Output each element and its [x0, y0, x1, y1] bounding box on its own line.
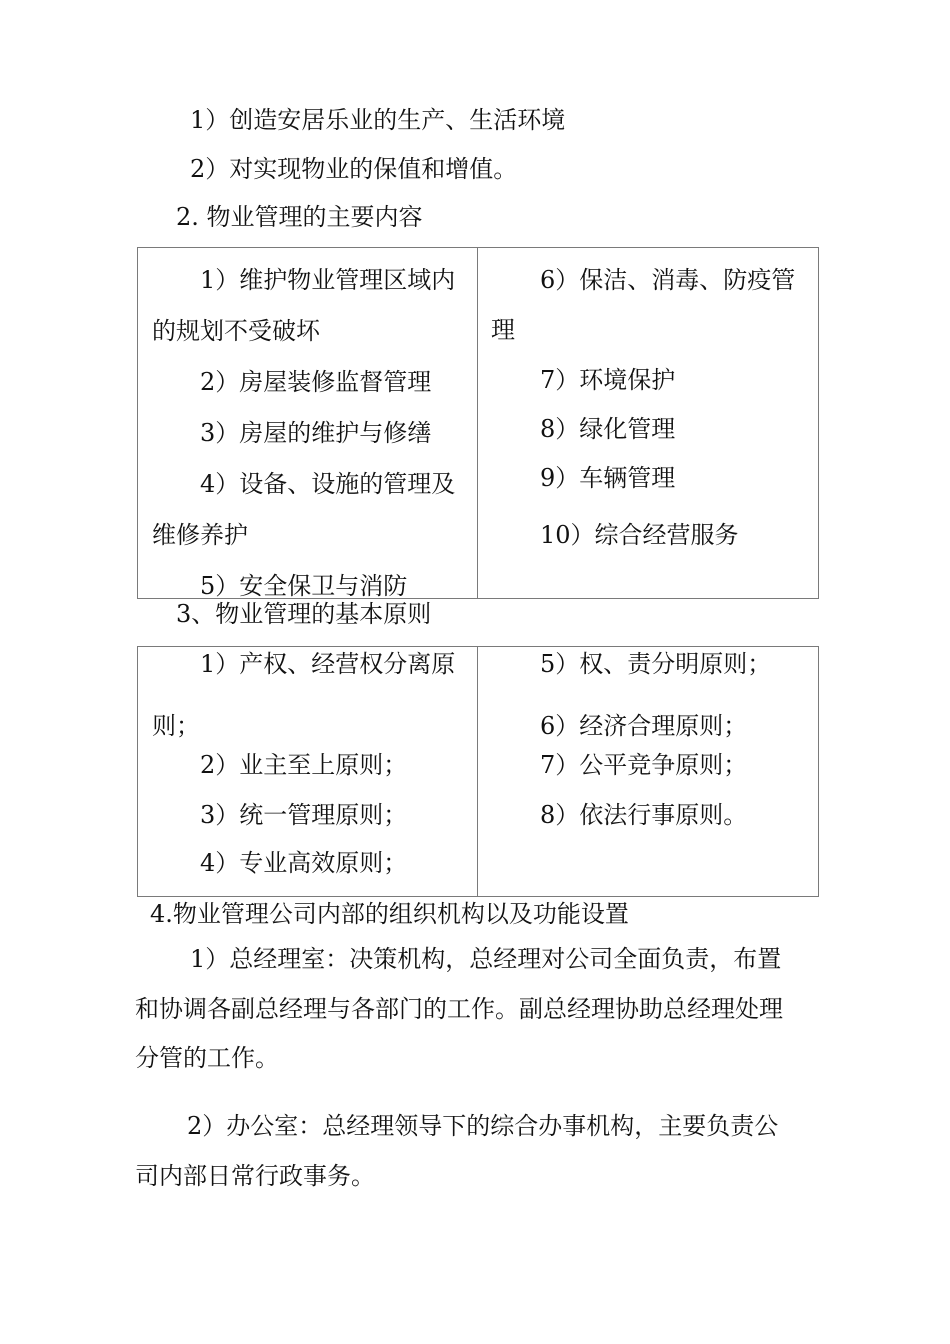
- table-cell-text: 7）公平竞争原则；: [540, 751, 748, 779]
- paragraph-line: 1）总经理室：决策机构，总经理对公司全面负责，布置: [190, 945, 782, 973]
- table-cell-text: 3）统一管理原则；: [200, 801, 408, 829]
- table-cell-text: 5）权、责分明原则；: [540, 650, 772, 678]
- paragraph-line: 司内部日常行政事务。: [135, 1162, 375, 1190]
- table-cell-text: 7）环境保护: [540, 366, 676, 394]
- table-cell-text: 的规划不受破坏: [152, 317, 320, 345]
- table-cell-text: 维修养护: [152, 521, 248, 549]
- table-cell-text: 则；: [152, 712, 200, 740]
- content-table-body: [138, 248, 818, 598]
- table-cell-text: 8）绿化管理: [540, 415, 676, 443]
- principles-table-body: [138, 647, 818, 896]
- table-cell-text: 3）房屋的维护与修缮: [200, 419, 432, 447]
- table-cell-text: 1）维护物业管理区域内: [200, 266, 456, 294]
- paragraph-line: 和协调各副总经理与各部门的工作。副总经理协助总经理处理: [135, 995, 783, 1023]
- table-cell-text: 2）业主至上原则；: [200, 751, 408, 779]
- table-cell-text: 理: [491, 316, 515, 344]
- table-cell-text: 9）车辆管理: [540, 464, 676, 492]
- table-cell-text: 10）综合经营服务: [540, 521, 739, 549]
- intro-item-1: 1）创造安居乐业的生产、生活环境: [190, 106, 566, 134]
- table-cell-text: 1）产权、经营权分离原: [200, 650, 456, 678]
- table-cell-text: 6）保洁、消毒、防疫管: [540, 266, 796, 294]
- section-heading-2: 2. 物业管理的主要内容: [176, 203, 423, 231]
- table-cell-text: 2）房屋装修监督管理: [200, 368, 432, 396]
- intro-item-2: 2）对实现物业的保值和增值。: [190, 155, 518, 183]
- table-cell-text: 8）依法行事原则。: [540, 801, 748, 829]
- paragraph-line: 2）办公室：总经理领导下的综合办事机构，主要负责公: [187, 1112, 779, 1140]
- section-heading-4: 4.物业管理公司内部的组织机构以及功能设置: [150, 900, 629, 928]
- table-cell-text: 6）经济合理原则；: [540, 712, 748, 740]
- paragraph-line: 分管的工作。: [135, 1044, 279, 1072]
- table-cell-text: 5）安全保卫与消防: [200, 572, 408, 598]
- table-cell-text: 4）专业高效原则；: [200, 849, 408, 877]
- section-heading-3: 3、物业管理的基本原则: [176, 600, 432, 628]
- table-cell-text: 4）设备、设施的管理及: [200, 470, 456, 498]
